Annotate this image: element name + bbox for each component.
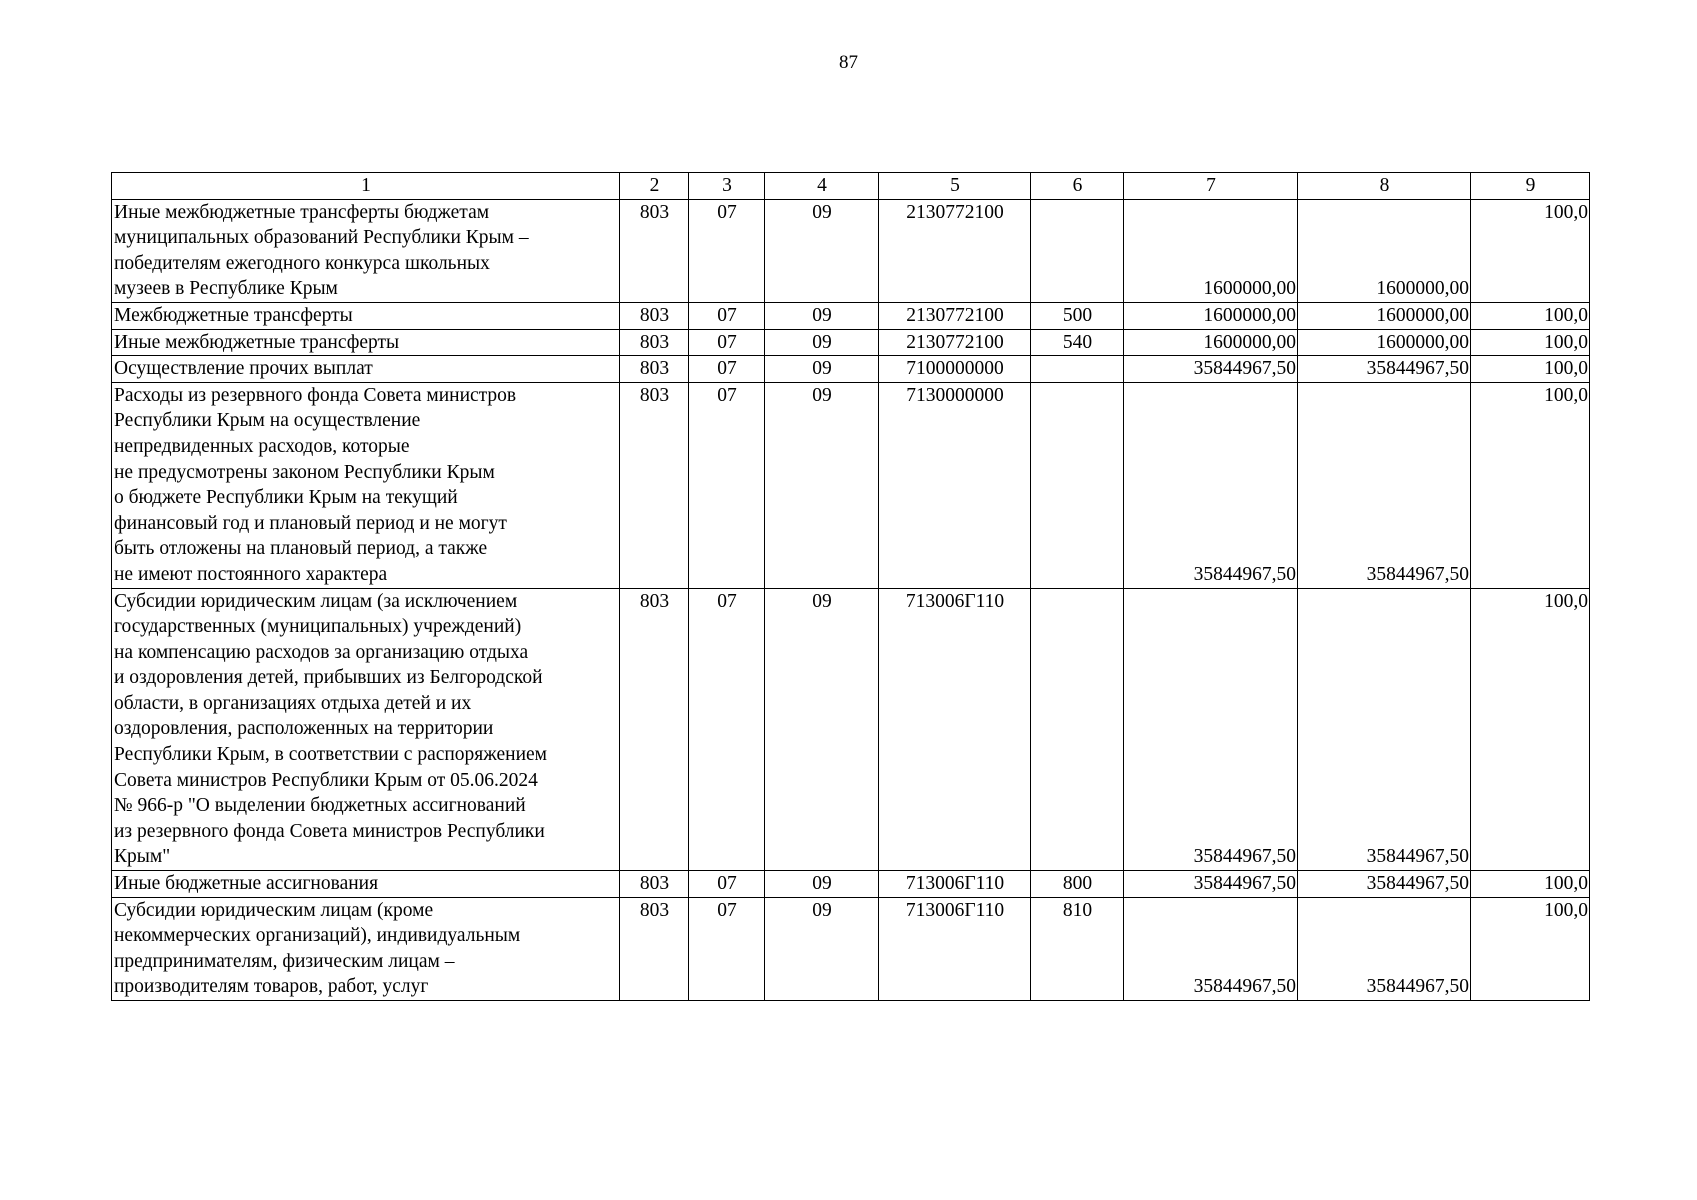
row-description: Расходы из резервного фонда Совета министров Республики Крым на осуществление непредвиденных расходов, которые не предусмотрены законом Республики Крым о бюджете Республики Крым на текущий финансовый год и плановый период и не могут быть отложены на плановый период, а также не имеют постоянного характера	[112, 382, 620, 588]
execution-percent: 100,0	[1471, 382, 1590, 588]
amount-approved: 1600000,00	[1124, 199, 1298, 302]
ministry-code: 803	[620, 588, 689, 871]
expense-type-code: 500	[1031, 302, 1124, 329]
column-header-2: 2	[620, 173, 689, 200]
ministry-code: 803	[620, 897, 689, 1000]
section-code: 07	[689, 356, 765, 383]
subsection-code: 09	[765, 329, 879, 356]
row-description: Иные бюджетные ассигнования	[112, 871, 620, 898]
amount-executed: 35844967,50	[1298, 871, 1471, 898]
expense-type-code: 800	[1031, 871, 1124, 898]
target-article-code: 2130772100	[879, 329, 1031, 356]
column-header-8: 8	[1298, 173, 1471, 200]
amount-executed: 35844967,50	[1298, 382, 1471, 588]
execution-percent: 100,0	[1471, 199, 1590, 302]
execution-percent: 100,0	[1471, 588, 1590, 871]
subsection-code: 09	[765, 356, 879, 383]
amount-approved: 35844967,50	[1124, 871, 1298, 898]
expense-type-code	[1031, 382, 1124, 588]
section-code: 07	[689, 302, 765, 329]
table-row	[112, 897, 1590, 1000]
subsection-code: 09	[765, 588, 879, 871]
budget-table	[111, 172, 1590, 1001]
execution-percent: 100,0	[1471, 871, 1590, 898]
header-row	[112, 173, 1590, 200]
amount-approved: 35844967,50	[1124, 382, 1298, 588]
amount-executed: 35844967,50	[1298, 588, 1471, 871]
subsection-code: 09	[765, 302, 879, 329]
expense-type-code: 540	[1031, 329, 1124, 356]
column-header-9: 9	[1471, 173, 1590, 200]
target-article-code: 7100000000	[879, 356, 1031, 383]
target-article-code: 7130000000	[879, 382, 1031, 588]
column-header-3: 3	[689, 173, 765, 200]
target-article-code: 713006Г110	[879, 588, 1031, 871]
amount-approved: 35844967,50	[1124, 897, 1298, 1000]
subsection-code: 09	[765, 871, 879, 898]
ministry-code: 803	[620, 871, 689, 898]
row-description: Субсидии юридическим лицам (за исключением государственных (муниципальных) учреждений) на компенсацию расходов за организацию отдыха и оздоровления детей, прибывших из Белгородской области, в организациях отдыха детей и их оздоровления, расположенных на территории Республики Крым, в соответствии с распоряжением Совета министров Республики Крым от 05.06.2024 № 966-р "О выделении бюджетных ассигнований из резервного фонда Совета министров Республики Крым"	[112, 588, 620, 871]
amount-approved: 1600000,00	[1124, 302, 1298, 329]
ministry-code: 803	[620, 356, 689, 383]
ministry-code: 803	[620, 199, 689, 302]
section-code: 07	[689, 382, 765, 588]
subsection-code: 09	[765, 199, 879, 302]
table-row	[112, 356, 1590, 383]
target-article-code: 2130772100	[879, 302, 1031, 329]
execution-percent: 100,0	[1471, 356, 1590, 383]
amount-executed: 35844967,50	[1298, 356, 1471, 383]
column-header-7: 7	[1124, 173, 1298, 200]
target-article-code: 2130772100	[879, 199, 1031, 302]
execution-percent: 100,0	[1471, 329, 1590, 356]
amount-executed: 35844967,50	[1298, 897, 1471, 1000]
column-header-1: 1	[112, 173, 620, 200]
column-header-6: 6	[1031, 173, 1124, 200]
expense-type-code	[1031, 588, 1124, 871]
ministry-code: 803	[620, 329, 689, 356]
row-description: Осуществление прочих выплат	[112, 356, 620, 383]
column-header-4: 4	[765, 173, 879, 200]
ministry-code: 803	[620, 382, 689, 588]
table-row	[112, 588, 1590, 871]
row-description: Иные межбюджетные трансферты	[112, 329, 620, 356]
table-row	[112, 871, 1590, 898]
table-row	[112, 199, 1590, 302]
expense-type-code	[1031, 356, 1124, 383]
execution-percent: 100,0	[1471, 302, 1590, 329]
execution-percent: 100,0	[1471, 897, 1590, 1000]
amount-executed: 1600000,00	[1298, 199, 1471, 302]
ministry-code: 803	[620, 302, 689, 329]
table-row	[112, 382, 1590, 588]
expense-type-code: 810	[1031, 897, 1124, 1000]
target-article-code: 713006Г110	[879, 897, 1031, 1000]
amount-executed: 1600000,00	[1298, 302, 1471, 329]
table-row	[112, 329, 1590, 356]
page-number: 87	[839, 52, 858, 73]
target-article-code: 713006Г110	[879, 871, 1031, 898]
section-code: 07	[689, 871, 765, 898]
amount-executed: 1600000,00	[1298, 329, 1471, 356]
amount-approved: 1600000,00	[1124, 329, 1298, 356]
section-code: 07	[689, 329, 765, 356]
row-description: Межбюджетные трансферты	[112, 302, 620, 329]
subsection-code: 09	[765, 382, 879, 588]
section-code: 07	[689, 588, 765, 871]
amount-approved: 35844967,50	[1124, 356, 1298, 383]
section-code: 07	[689, 199, 765, 302]
column-header-5: 5	[879, 173, 1031, 200]
section-code: 07	[689, 897, 765, 1000]
subsection-code: 09	[765, 897, 879, 1000]
row-description: Субсидии юридическим лицам (кроме некоммерческих организаций), индивидуальным предпринимателям, физическим лицам – производителям товаров, работ, услуг	[112, 897, 620, 1000]
expense-type-code	[1031, 199, 1124, 302]
table-row	[112, 302, 1590, 329]
amount-approved: 35844967,50	[1124, 588, 1298, 871]
row-description: Иные межбюджетные трансферты бюджетам муниципальных образований Республики Крым – победителям ежегодного конкурса школьных музеев в Республике Крым	[112, 199, 620, 302]
